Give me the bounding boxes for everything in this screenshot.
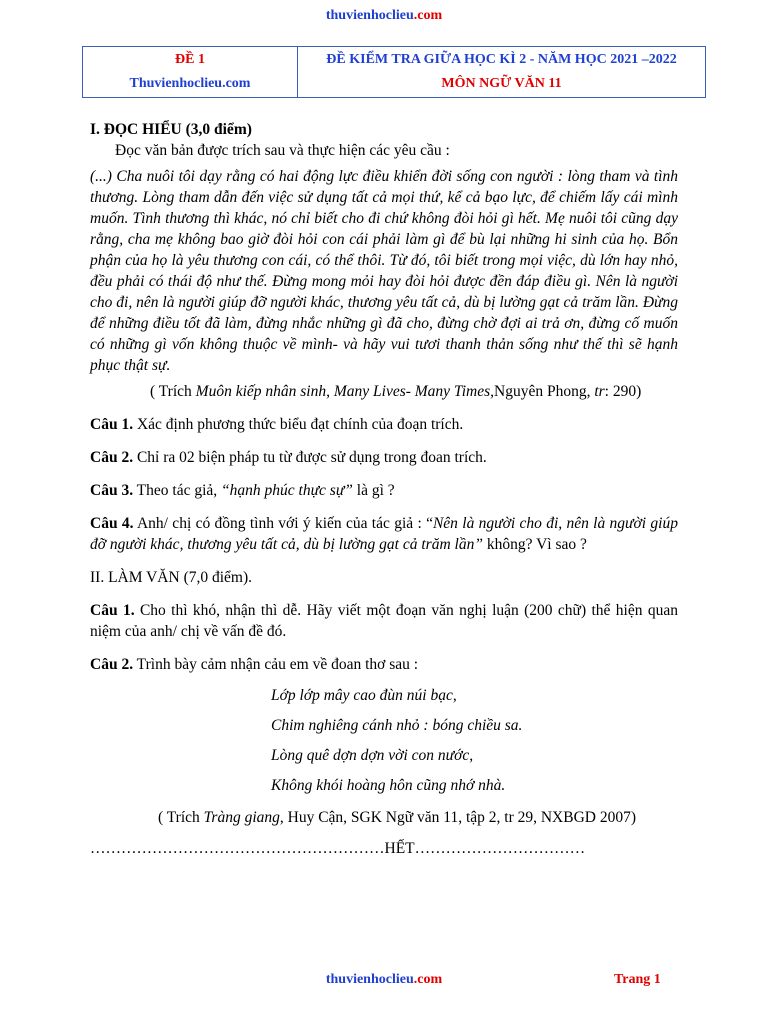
exam-code: ĐỀ 1 <box>175 52 205 67</box>
poem-line: Lớp lớp mây cao đùn núi bạc, <box>271 687 457 704</box>
question-text-end: không? Vì sao ? <box>482 536 587 553</box>
reading-question-4 <box>90 513 678 555</box>
site-name: thuvienhoclieu <box>325 8 414 23</box>
poem-line: Không khói hoàng hôn cũng nhớ nhà. <box>271 777 506 794</box>
poem-source <box>90 807 678 828</box>
source-page: : 290) <box>604 383 642 400</box>
site-domain: .com <box>413 8 443 23</box>
site-watermark-top <box>0 8 768 24</box>
reading-instruction: Đọc văn bản được trích sau và thực hiện các yêu cầu : <box>115 142 450 159</box>
source-tr: tr <box>594 383 605 400</box>
poem-line: Chim nghiêng cánh nhỏ : bóng chiều sa. <box>271 717 523 734</box>
poem-excerpt <box>271 681 678 801</box>
question-label: Câu 1. <box>90 602 135 619</box>
exam-content <box>90 119 678 859</box>
source-prefix: ( Trích <box>158 809 204 826</box>
reading-heading: I. ĐỌC HIỂU (3,0 điểm) <box>90 121 252 138</box>
exam-title-cell <box>298 47 706 98</box>
page-number: Trang 1 <box>614 972 661 987</box>
footer-site-name: thuvienhoclieu <box>325 972 414 987</box>
writing-heading: II. LÀM VĂN (7,0 điểm). <box>90 569 253 586</box>
source-author: Nguyên Phong, <box>494 383 595 400</box>
question-label: Câu 3. <box>90 482 134 499</box>
question-text-end: là gì ? <box>352 482 395 499</box>
question-label: Câu 4. <box>90 515 134 532</box>
question-text: Trình bày cảm nhận cảu em về đoan thơ sau : <box>133 656 419 673</box>
source-prefix: ( Trích <box>150 383 196 400</box>
source-title: Muôn kiếp nhân sinh, Many Lives- Many Times, <box>195 383 494 400</box>
footer-site-domain: .com <box>413 972 443 987</box>
reading-passage: (...) Cha nuôi tôi dạy rằng có hai động lực điều khiển đời sống con người : lòng tham và tình thương. Lòng tham dẫn đến việc sử dụng tất cả mọi thứ, kể cả bạo lực, để chiếm lấy cái mình muốn. Tình thương thì khác, nó chỉ biết cho đi chứ không đòi hỏi gì hết. Mẹ nuôi tôi cũng dạy rằng, cha mẹ không bao giờ đòi hỏi con cái phải làm gì để bù lại những hi sinh của họ. Bổn phận của họ là yêu thương con cái, có thể thôi. Từ đó, tôi biết trong mọi việc, dù lớn hay nhỏ, đều phải có thái độ như thế. Đừng mong mỏi hay đòi hỏi được đền đáp điều gì. Nên là người cho đi, nên là người giúp đỡ người khác, thương yêu tất cả, dù bị lường gạt cả trăm lần. Đừng để những điều tốt đã làm, đừng nhắc những gì đã cho, đừng chờ đợi ai trả ơn, đừng cố muốn có những gì vốn không thuộc về mình- và hãy vui tươi thanh thản sống như thế thì sẽ hạnh phục thật sự. <box>90 168 678 374</box>
question-text: Xác định phương thức biểu đạt chính của đoạn trích. <box>133 416 464 433</box>
poem-line: Lòng quê dợn dợn vời con nước, <box>271 747 474 764</box>
source-title: Tràng giang <box>203 809 280 826</box>
reading-question-2 <box>90 447 678 468</box>
question-text: Anh/ chị có đồng tình với ý kiến của tác giả : “ <box>133 515 433 532</box>
question-text: Chỉ ra 02 biện pháp tu từ được sử dụng trong đoan trích. <box>133 449 487 466</box>
question-text: Cho thì khó, nhận thì dễ. Hãy viết một đoạn văn nghị luận (200 chữ) thể hiện quan niệm của anh/ chị về vấn đề đó. <box>90 602 678 640</box>
exam-site: Thuvienhoclieu.com <box>129 76 251 91</box>
exam-header-table <box>82 46 706 98</box>
writing-question-2 <box>90 654 678 675</box>
reading-question-1 <box>90 414 678 435</box>
exam-subject: MÔN NGỮ VĂN 11 <box>441 76 562 91</box>
question-quote: Nên là người cho đi, nên là người giúp đỡ người khác, thương yêu tất cả, dù bị lường gạt cả trăm lần” <box>90 515 678 553</box>
exam-title: ĐỀ KIỂM TRA GIỮA HỌC KÌ 2 - NĂM HỌC 2021 –2022 <box>326 52 677 67</box>
source-details: , Huy Cận, SGK Ngữ văn 11, tập 2, tr 29, NXBGD 2007) <box>279 809 637 826</box>
question-label: Câu 2. <box>90 449 134 466</box>
question-label: Câu 2. <box>90 656 134 673</box>
end-marker: …………………………………………………HẾT…………………………… <box>90 840 586 857</box>
passage-source <box>90 381 678 402</box>
question-text: Theo tác giả, <box>133 482 222 499</box>
writing-question-1 <box>90 600 678 642</box>
question-label: Câu 1. <box>90 416 134 433</box>
question-quote: “hạnh phúc thực sự” <box>221 482 353 499</box>
exam-code-cell <box>83 47 298 98</box>
reading-question-3 <box>90 480 678 501</box>
